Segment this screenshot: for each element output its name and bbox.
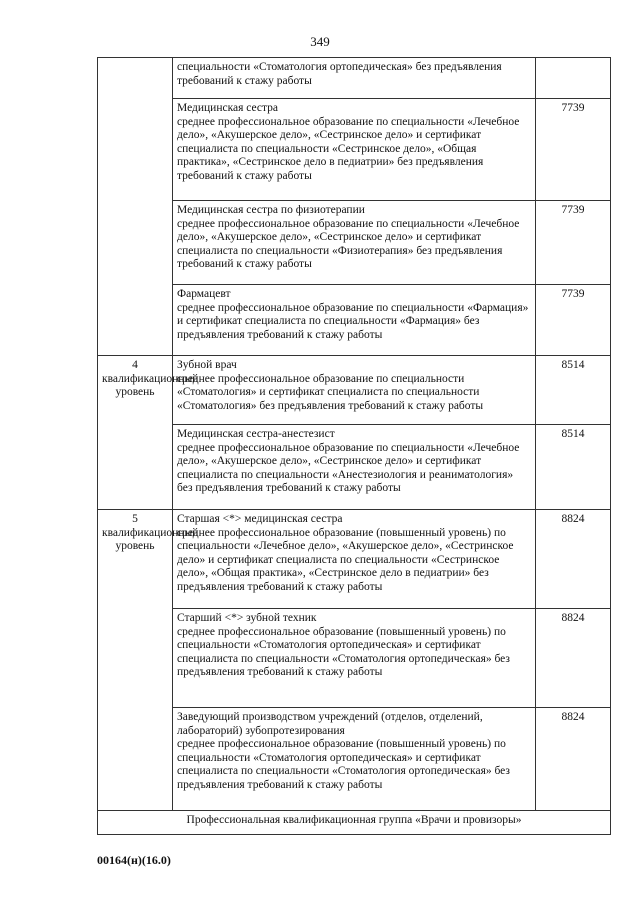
requirement-text: среднее профессиональное образование (повышенный уровень) по специальности «Стоматология ортопедическая» и сертификат специалиста по специальности «Стоматология ортопедическая» без предъявления требований к стажу работы (177, 625, 510, 679)
level-cell (98, 708, 173, 811)
table-row (98, 708, 611, 811)
table-row (98, 609, 611, 708)
qualification-level: 5 квалификационный уровень (98, 510, 173, 609)
position-title: Зубной врач (177, 359, 237, 371)
salary-cell: 8824 (536, 708, 611, 811)
salary-cell (536, 58, 611, 99)
table-row (98, 285, 611, 356)
level-cell (98, 425, 173, 510)
position-title: Фармацевт (177, 288, 231, 300)
document-code: 00164(н)(16.0) (97, 853, 171, 867)
level-cell (98, 58, 173, 99)
table-row (98, 425, 611, 510)
position-title: Заведующий производством учреждений (отделов, отделений, лабораторий) зубопротезирования (177, 711, 483, 737)
requirement-text: среднее профессиональное образование по специальности «Лечебное дело», «Акушерское дело», «Сестринское дело» и сертификат специалиста по специальности «Физиотерапия» без предъявления требований к стажу работы (177, 217, 520, 271)
qualification-level: 4 квалификационный уровень (98, 356, 173, 425)
position-title: Медицинская сестра (177, 102, 279, 114)
page-number: 349 (310, 34, 330, 49)
level-cell (98, 99, 173, 201)
description-cell (173, 58, 536, 99)
table-row (98, 510, 611, 609)
description-cell (173, 285, 536, 356)
requirement-text: среднее профессиональное образование (повышенный уровень) по специальности «Лечебное дело», «Акушерское дело», «Сестринское дело» и сертификат специалиста по специальности «Сестринское дело», «Общая практика», «Сестринское дело в педиатрии» без предъявления требований к стажу работы (177, 526, 514, 593)
level-cell (98, 609, 173, 708)
salary-cell: 7739 (536, 285, 611, 356)
table-row (98, 58, 611, 99)
table-row (98, 201, 611, 285)
level-cell (98, 201, 173, 285)
description-cell (173, 356, 536, 425)
description-cell (173, 609, 536, 708)
table-row (98, 356, 611, 425)
requirement-text: среднее профессиональное образование (повышенный уровень) по специальности «Стоматология ортопедическая» и сертификат специалиста по специальности «Стоматология ортопедическая» без предъявления требований к стажу работы (177, 738, 510, 791)
level-cell (98, 285, 173, 356)
group-title: Профессиональная квалификационная группа «Врачи и провизоры» (98, 811, 611, 835)
description-cell (173, 425, 536, 510)
salary-cell: 7739 (536, 99, 611, 201)
description-cell (173, 510, 536, 609)
requirement-text: специальности «Стоматология ортопедическая» без предъявления требований к стажу работы (177, 61, 502, 87)
description-cell (173, 201, 536, 285)
salary-cell: 7739 (536, 201, 611, 285)
group-footer-row (98, 811, 611, 835)
position-title: Медицинская сестра-анестезист (177, 428, 335, 440)
salary-cell: 8514 (536, 356, 611, 425)
description-cell (173, 708, 536, 811)
salary-cell: 8514 (536, 425, 611, 510)
requirement-text: среднее профессиональное образование по специальности «Лечебное дело», «Акушерское дело», «Сестринское дело» и сертификат специалиста по специальности «Сестринское дело», «Общая практика», «Сестринское дело в педиатрии» без предъявления требований к стажу работы (177, 115, 520, 182)
position-title: Медицинская сестра по физиотерапии (177, 204, 365, 216)
qualification-table (97, 57, 611, 835)
requirement-text: среднее профессиональное образование по специальности «Стоматология» и сертификат специалиста по специальности «Стоматология» без предъявления требований к стажу работы (177, 372, 484, 412)
position-title: Старший <*> зубной техник (177, 612, 317, 624)
description-cell (173, 99, 536, 201)
table-row (98, 99, 611, 201)
requirement-text: среднее профессиональное образование по специальности «Лечебное дело», «Акушерское дело», «Сестринское дело» и сертификат специалиста по специальности «Анестезиология и реаниматология» без предъявления требований к стажу работы (177, 441, 520, 495)
salary-cell: 8824 (536, 510, 611, 609)
salary-cell: 8824 (536, 609, 611, 708)
position-title: Старшая <*> медицинская сестра (177, 513, 343, 525)
requirement-text: среднее профессиональное образование по специальности «Фармация» и сертификат специалиста по специальности «Фармация» без предъявления требований к стажу работы (177, 301, 529, 341)
